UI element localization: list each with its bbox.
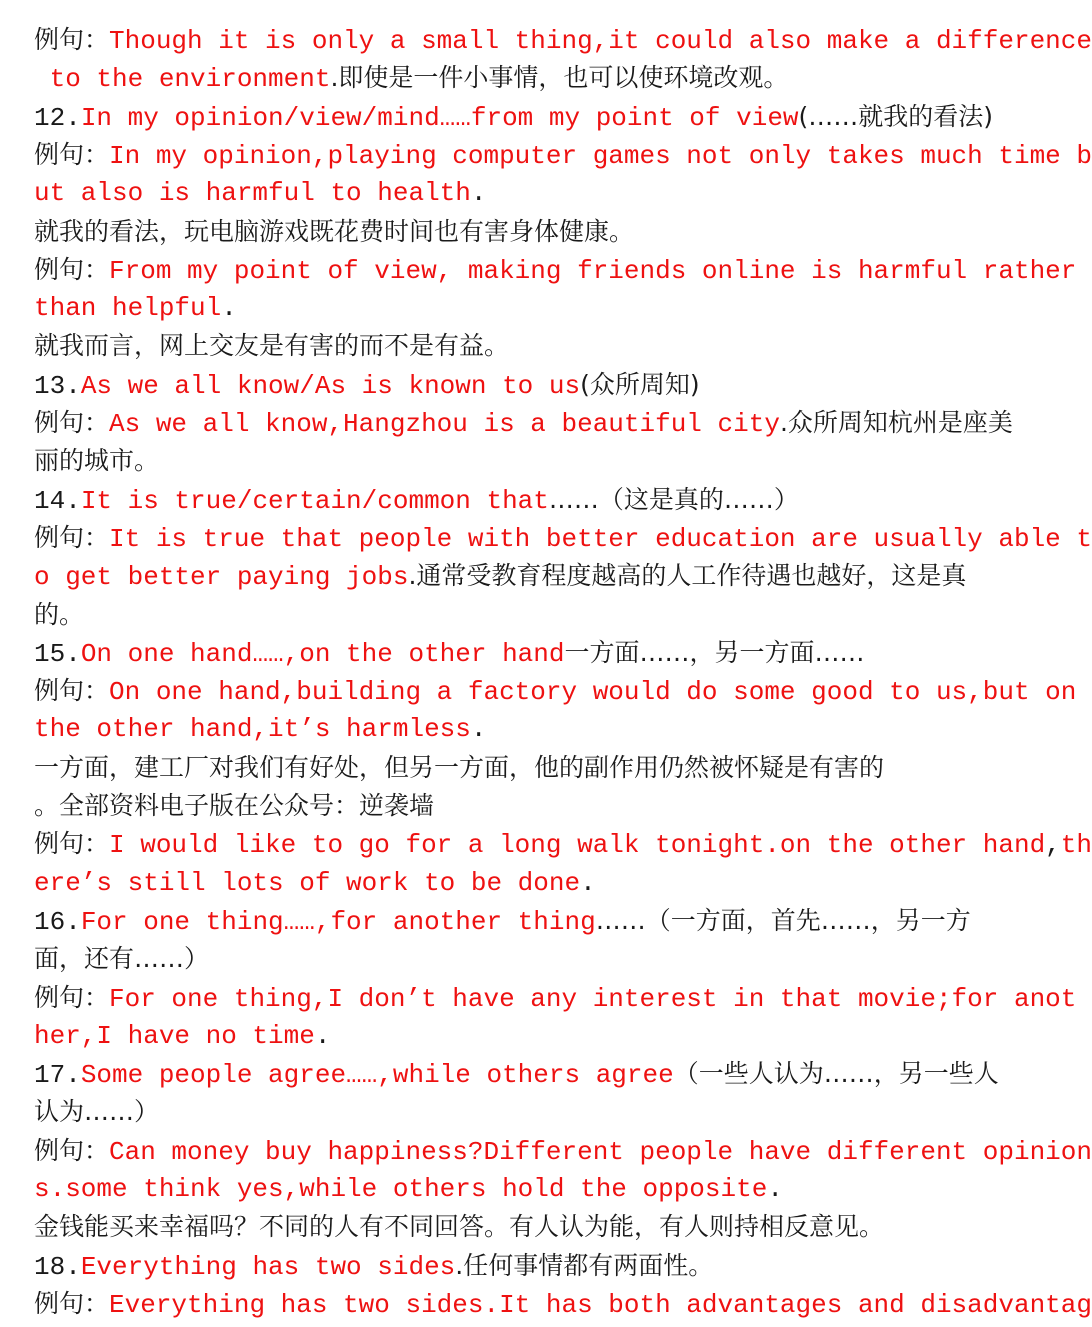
chinese-text: 14. bbox=[34, 485, 81, 516]
english-phrase: s.some think yes,while others hold the opposite bbox=[34, 1174, 768, 1204]
english-phrase: th bbox=[1060, 830, 1092, 861]
english-phrase: Everything has two sides bbox=[80, 1251, 456, 1282]
chinese-text: 的。 bbox=[34, 599, 85, 629]
english-phrase: o get better paying jobs bbox=[34, 562, 409, 593]
english-phrase: As we all know/As is known to us bbox=[80, 370, 581, 401]
english-phrase: In my opinion,playing computer games not only takes much time b bbox=[109, 140, 1092, 171]
chinese-text: 例句： bbox=[34, 829, 110, 859]
english-phrase: On one hand,building a factory would do some good to us,but on bbox=[109, 677, 1077, 708]
text-line bbox=[34, 1132, 1092, 1170]
chinese-text: ……（一方面，首先……，另一方 bbox=[595, 905, 971, 935]
text-line bbox=[34, 1017, 1060, 1055]
chinese-text: (……就我的看法) bbox=[798, 101, 994, 131]
text-line bbox=[34, 327, 1060, 365]
english-phrase: Everything has two sides.It has both advantages and disadvantag bbox=[109, 1289, 1092, 1320]
chinese-text: , bbox=[1045, 830, 1061, 861]
english-phrase: Can money buy happiness?Different people have different opinion bbox=[109, 1136, 1092, 1167]
chinese-text: . bbox=[767, 1174, 783, 1204]
text-line bbox=[34, 366, 1060, 404]
chinese-text: .即使是一件小事情，也可以使环境改观。 bbox=[330, 63, 789, 93]
text-line bbox=[34, 1247, 1060, 1285]
text-line bbox=[34, 136, 1092, 174]
text-line bbox=[34, 289, 1060, 327]
chinese-text: 18. bbox=[34, 1251, 81, 1282]
text-line bbox=[34, 251, 1077, 289]
chinese-text: 一方面……，另一方面…… bbox=[564, 637, 865, 667]
chinese-text: 例句： bbox=[34, 1135, 110, 1165]
english-phrase: For one thing……,for another thing bbox=[80, 906, 596, 937]
text-line bbox=[34, 634, 1060, 672]
text-line bbox=[34, 902, 1060, 940]
chinese-text: 例句： bbox=[34, 408, 110, 437]
text-line bbox=[34, 213, 1060, 251]
chinese-text: 13. bbox=[34, 370, 81, 401]
text-line bbox=[34, 825, 1092, 863]
text-line bbox=[34, 940, 1060, 978]
text-line bbox=[34, 979, 1077, 1017]
chinese-text: ……（这是真的……） bbox=[548, 484, 799, 514]
english-phrase: In my opinion/view/mind……from my point of view bbox=[80, 102, 799, 133]
english-phrase: ere’s still lots of work to be done bbox=[34, 867, 581, 898]
english-phrase: her,I have no time bbox=[34, 1020, 315, 1051]
chinese-text: 例句： bbox=[34, 522, 110, 552]
english-phrase: It is true that people with better education are usually able t bbox=[109, 523, 1092, 554]
text-line bbox=[34, 1285, 1092, 1323]
english-phrase: Though it is only a small thing,it could also make a difference bbox=[109, 26, 1092, 56]
english-phrase: From my point of view, making friends online is harmful rather bbox=[109, 255, 1077, 286]
text-line bbox=[34, 864, 1060, 902]
text-line bbox=[34, 596, 1060, 634]
text-line bbox=[34, 21, 1092, 59]
chinese-text: 就我的看法，玩电脑游戏既花费时间也有害身体健康。 bbox=[34, 216, 635, 246]
text-line bbox=[34, 1170, 1060, 1208]
english-phrase: the other hand,it’s harmless bbox=[34, 714, 471, 745]
text-line bbox=[34, 98, 1060, 136]
chinese-text: 丽的城市。 bbox=[34, 446, 160, 476]
text-line bbox=[34, 787, 1060, 825]
text-line bbox=[34, 519, 1092, 557]
text-line bbox=[34, 174, 1060, 212]
chinese-text: 16. bbox=[34, 906, 81, 937]
text-line bbox=[34, 710, 1060, 748]
chinese-text: 例句： bbox=[34, 254, 110, 284]
chinese-text: 面，还有……） bbox=[34, 944, 210, 974]
text-line bbox=[34, 1055, 1060, 1093]
text-line bbox=[34, 672, 1077, 710]
chinese-text: 金钱能买来幸福吗？不同的人有不同回答。有人认为能，有人则持相反意见。 bbox=[34, 1212, 885, 1242]
text-line bbox=[34, 1208, 1060, 1246]
english-phrase: to the environment bbox=[34, 64, 331, 95]
chinese-text: . bbox=[221, 293, 237, 324]
text-line bbox=[34, 557, 1060, 595]
english-phrase: As we all know,Hangzhou is a beautiful city bbox=[109, 409, 780, 439]
chinese-text: . bbox=[580, 867, 596, 898]
english-phrase: For one thing,I don’t have any interest in that movie;for anot bbox=[109, 983, 1077, 1014]
chinese-text: 15. bbox=[34, 638, 81, 669]
english-phrase: On one hand……,on the other hand bbox=[80, 638, 565, 669]
chinese-text: 例句： bbox=[34, 25, 110, 54]
text-line bbox=[34, 1093, 1060, 1131]
english-phrase: Some people agree……,while others agree bbox=[80, 1060, 674, 1091]
chinese-text: 17. bbox=[34, 1060, 81, 1091]
chinese-text: 例句： bbox=[34, 982, 110, 1012]
chinese-text: 一方面，建工厂对我们有好处，但另一方面，他的副作用仍然被怀疑是有害的 bbox=[34, 752, 885, 782]
english-phrase: It is true/certain/common that bbox=[80, 485, 549, 516]
chinese-text: . bbox=[470, 178, 487, 209]
text-line bbox=[34, 442, 1060, 480]
text-line bbox=[34, 59, 1060, 97]
english-phrase: ut also is harmful to health bbox=[34, 178, 471, 209]
chinese-text: 例句： bbox=[34, 1288, 110, 1318]
chinese-text: 12. bbox=[34, 102, 81, 133]
chinese-text: . bbox=[470, 714, 487, 745]
chinese-text: . bbox=[314, 1020, 331, 1051]
chinese-text: .通常受教育程度越高的人工作待遇也越好，这是真 bbox=[408, 561, 967, 591]
chinese-text: 。全部资料电子版在公众号：逆袭墙 bbox=[34, 791, 435, 820]
chinese-text: .任何事情都有两面性。 bbox=[455, 1250, 714, 1280]
chinese-text: (众所周知) bbox=[580, 369, 700, 399]
text-line bbox=[34, 749, 1060, 787]
text-line bbox=[34, 404, 1060, 442]
chinese-text: 认为……） bbox=[34, 1097, 160, 1127]
chinese-text: （一些人认为……，另一些人 bbox=[673, 1059, 999, 1089]
chinese-text: .众所周知杭州是座美 bbox=[779, 408, 1013, 437]
text-line bbox=[34, 481, 1060, 519]
chinese-text: 例句： bbox=[34, 139, 110, 169]
chinese-text: 就我而言，网上交友是有害的而不是有益。 bbox=[34, 331, 510, 361]
english-phrase: than helpful bbox=[34, 293, 222, 324]
chinese-text: 例句： bbox=[34, 676, 110, 706]
english-phrase: I would like to go for a long walk tonight.on the other hand bbox=[109, 830, 1046, 861]
